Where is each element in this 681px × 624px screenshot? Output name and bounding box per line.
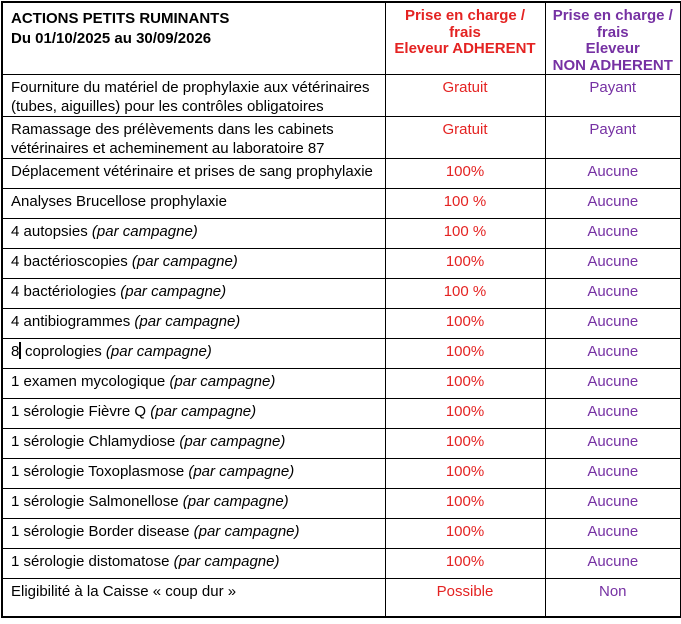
non-adherent-value-cell[interactable]: Aucune <box>545 189 681 219</box>
table-row <box>2 189 681 219</box>
non-adherent-value-cell[interactable]: Non <box>545 579 681 617</box>
document-page <box>0 1 681 624</box>
action-text: Analyses Brucellose prophylaxie <box>11 193 227 210</box>
action-text-italic: (par campagne) <box>188 463 295 480</box>
action-cell[interactable] <box>2 249 385 279</box>
non-adherent-value-cell[interactable]: Aucune <box>545 159 681 189</box>
action-text: Eligibilité à la Caisse « coup dur » <box>11 583 237 600</box>
non-adherent-value-cell[interactable]: Aucune <box>545 399 681 429</box>
header-line: NON ADHERENT <box>552 56 673 74</box>
header-cell-adherent[interactable] <box>385 2 545 75</box>
non-adherent-value-cell[interactable]: Payant <box>545 75 681 117</box>
action-cell[interactable] <box>2 75 385 117</box>
adherent-value-cell[interactable]: 100% <box>385 429 545 459</box>
non-adherent-value-cell[interactable]: Aucune <box>545 219 681 249</box>
action-text: 1 sérologie Salmonellose <box>11 493 183 510</box>
action-text: 4 antibiogrammes <box>11 313 135 330</box>
adherent-value-cell[interactable]: Possible <box>385 579 545 617</box>
table-row <box>2 549 681 579</box>
action-cell[interactable] <box>2 309 385 339</box>
action-cell[interactable] <box>2 519 385 549</box>
action-text: 4 bactériologies <box>11 283 121 300</box>
table-row <box>2 249 681 279</box>
non-adherent-value-cell[interactable]: Aucune <box>545 339 681 369</box>
action-cell[interactable] <box>2 489 385 519</box>
action-text: 1 sérologie Toxoplasmose <box>11 463 189 480</box>
action-text-italic: (par campagne) <box>91 223 198 240</box>
header-line: Prise en charge / <box>552 7 673 24</box>
action-text-italic: (par campagne) <box>169 373 276 390</box>
header-actions-period: Du 01/10/2025 au 30/09/2026 <box>11 30 212 47</box>
header-cell-non-adherent[interactable] <box>545 2 681 75</box>
table-row <box>2 429 681 459</box>
table-header-row <box>2 2 681 75</box>
action-text-italic: (par campagne) <box>179 433 286 450</box>
action-text: 1 sérologie distomatose <box>11 553 174 570</box>
header-cell-actions[interactable] <box>2 2 385 75</box>
adherent-value-cell[interactable]: 100% <box>385 459 545 489</box>
action-text: 4 bactérioscopies <box>11 253 132 270</box>
action-text: 1 sérologie Border disease <box>11 523 194 540</box>
action-text: 1 sérologie Fièvre Q <box>11 403 151 420</box>
table-row <box>2 309 681 339</box>
action-text-italic: (par campagne) <box>150 403 257 420</box>
non-adherent-value-cell[interactable]: Aucune <box>545 459 681 489</box>
non-adherent-value-cell[interactable]: Aucune <box>545 519 681 549</box>
adherent-value-cell[interactable]: 100 % <box>385 279 545 309</box>
action-text: 1 sérologie Chlamydiose <box>11 433 180 450</box>
action-cell[interactable] <box>2 429 385 459</box>
action-cell[interactable] <box>2 459 385 489</box>
adherent-value-cell[interactable]: Gratuit <box>385 117 545 159</box>
action-cell[interactable] <box>2 117 385 159</box>
action-text: coprologies <box>20 343 106 360</box>
table-row <box>2 339 681 369</box>
adherent-value-cell[interactable]: 100% <box>385 339 545 369</box>
action-cell[interactable] <box>2 159 385 189</box>
action-text: Ramassage des prélèvements dans les cabinets vétérinaires et acheminement au laboratoire 87 <box>11 121 334 157</box>
action-text-italic: (par campagne) <box>173 553 280 570</box>
adherent-value-cell[interactable]: 100% <box>385 489 545 519</box>
action-cell[interactable] <box>2 219 385 249</box>
header-line: Eleveur <box>585 40 640 57</box>
action-cell[interactable] <box>2 189 385 219</box>
adherent-value-cell[interactable]: 100% <box>385 159 545 189</box>
action-cell[interactable] <box>2 279 385 309</box>
adherent-value-cell[interactable]: 100% <box>385 519 545 549</box>
table-row <box>2 369 681 399</box>
table-row <box>2 489 681 519</box>
action-text-before-cursor: 8 <box>11 343 20 360</box>
table-row <box>2 117 681 159</box>
action-text-italic: (par campagne) <box>193 523 300 540</box>
header-line: Prise en charge / <box>404 7 526 24</box>
action-text: 4 autopsies <box>11 223 92 240</box>
non-adherent-value-cell[interactable]: Aucune <box>545 279 681 309</box>
action-text: Fourniture du matériel de prophylaxie aux vétérinaires (tubes, aiguilles) pour les contrôles obligatoires <box>11 79 370 115</box>
actions-pricing-table <box>1 1 681 618</box>
action-cell[interactable] <box>2 579 385 617</box>
table-row <box>2 219 681 249</box>
action-cell[interactable] <box>2 549 385 579</box>
action-cell[interactable] <box>2 369 385 399</box>
action-text: 1 examen mycologique <box>11 373 170 390</box>
action-cell[interactable] <box>2 399 385 429</box>
non-adherent-value-cell[interactable]: Aucune <box>545 249 681 279</box>
table-row <box>2 399 681 429</box>
table-row <box>2 579 681 617</box>
adherent-value-cell[interactable]: 100% <box>385 399 545 429</box>
non-adherent-value-cell[interactable]: Aucune <box>545 369 681 399</box>
adherent-value-cell[interactable]: 100% <box>385 249 545 279</box>
adherent-value-cell[interactable]: 100% <box>385 369 545 399</box>
action-text-italic: (par campagne) <box>131 253 238 270</box>
adherent-value-cell[interactable]: 100% <box>385 309 545 339</box>
non-adherent-value-cell[interactable]: Aucune <box>545 489 681 519</box>
non-adherent-value-cell[interactable]: Aucune <box>545 549 681 579</box>
header-actions-title: ACTIONS PETITS RUMINANTS <box>11 10 230 27</box>
header-line: Eleveur ADHERENT <box>394 40 536 57</box>
table-row <box>2 459 681 489</box>
table-row <box>2 75 681 117</box>
adherent-value-cell[interactable]: Gratuit <box>385 75 545 117</box>
action-text-italic: (par campagne) <box>120 283 227 300</box>
header-line: frais <box>596 23 629 41</box>
adherent-value-cell[interactable]: 100 % <box>385 189 545 219</box>
non-adherent-value-cell[interactable]: Aucune <box>545 309 681 339</box>
adherent-value-cell[interactable]: 100 % <box>385 219 545 249</box>
table-row <box>2 519 681 549</box>
adherent-value-cell[interactable]: 100% <box>385 549 545 579</box>
non-adherent-value-cell[interactable]: Payant <box>545 117 681 159</box>
action-text-italic: (par campagne) <box>134 313 241 330</box>
action-cell[interactable] <box>2 339 385 369</box>
table-row <box>2 279 681 309</box>
non-adherent-value-cell[interactable]: Aucune <box>545 429 681 459</box>
action-text: Déplacement vétérinaire et prises de sang prophylaxie <box>11 163 373 180</box>
action-text-italic: (par campagne) <box>105 343 212 360</box>
header-line: frais <box>449 23 481 41</box>
table-row <box>2 159 681 189</box>
action-text-italic: (par campagne) <box>182 493 289 510</box>
table-body <box>2 75 681 617</box>
